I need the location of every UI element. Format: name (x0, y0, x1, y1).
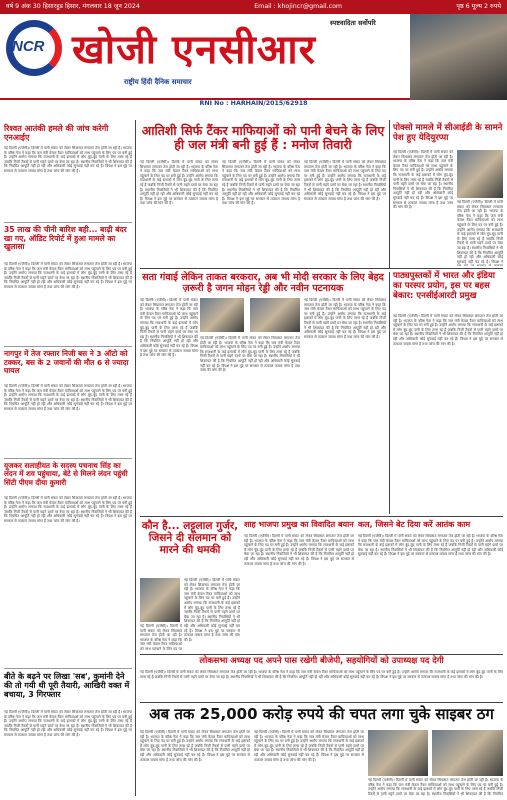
body-jagan-1: नई दिल्ली (एजेंसी)। दिल्ली में पानी संकट को लेकर सियासत लगातार तेज होती जा रही है। भाजपा के वरिष्ठ नेता ने कहा कि जल मंत्री केवल टैंकर माफियाओं को लाभ पहुंचाने के लिए पद पर बनी हुई हैं। उन्होंने आरोप लगाया कि राजधानी के कई इलाकों में लोग बूंद-बूंद पानी के लिए तरस रहे हैं जबकि निजी टैंकरों से पानी महंगे दामों पर बेचा जा रहा है। स्थानीय निवासियों ने भी शिकायत की है कि नियमित आपूर्ति नहीं हो रही और अधिकारी कोई सुनवाई नहीं कर रहे हैं। विपक्ष ने इस मुद्दे पर सरकार से तत्काल जवाब मांगा है तथा जांच की मांग की है। (140, 298, 198, 358)
headline-pocso: पोक्सो मामले में सीआईडी के सामने पेश हुए येदियुरप्पा (393, 123, 503, 143)
body-pocso-b: नई दिल्ली (एजेंसी)। दिल्ली में पानी संकट को लेकर सियासत लगातार तेज होती जा रही है। भाजपा के वरिष्ठ नेता ने कहा कि जल मंत्री केवल टैंकर माफियाओं को लाभ पहुंचाने के लिए पद पर बनी हुई हैं। उन्होंने आरोप लगाया कि राजधानी के कई इलाकों में लोग बूंद-बूंद पानी के लिए तरस रहे हैं जबकि निजी टैंकरों से पानी महंगे दामों पर बेचा जा रहा है। स्थानीय निवासियों ने भी शिकायत की है कि नियमित आपूर्ति नहीं हो रही और अधिकारी कोई सुनवाई नहीं कर रहे हैं। विपक्ष ने (457, 200, 503, 264)
body-salman-a: नई दिल्ली (एजेंसी)। दिल्ली में पानी संकट को लेकर सियासत लगातार तेज होती जा रही है। भाजपा के वरिष्ठ नेता ने कहा कि जल मंत्री केवल टैंकर माफियाओं को लाभ पहुंचाने के लिए पद पर बनी हुई हैं। उन्होंने आरोप लगाया कि राजधानी के कई इलाकों में लोग बूंद-बूंद पानी के लिए तरस रहे हैं जबकि निजी टैंकरों से पानी महंगे दामों पर बेचा जा रहा है। स्थानीय निवासियों ने भी शिकायत की है कि नियमित आपूर्ति नहीं हो रही और अधिकारी कोई सुनवाई नहीं कर रहे हैं। विपक्ष ने इस मुद्दे पर सरकार से तत्काल जवाब मांगा है तथा जांच की मांग की है। (184, 578, 240, 642)
divider (4, 346, 132, 347)
headline-jagan: सता गंवाई लेकिन ताकत बरकरार, अब भी मोदी सरकार के लिए बेहद ज़रूरी है जगन मोहन रेड्डी और नवीन पटनायक (142, 272, 384, 295)
body-jagan-2: नई दिल्ली (एजेंसी)। दिल्ली में पानी संकट को लेकर सियासत लगातार तेज होती जा रही है। भाजपा के वरिष्ठ नेता ने कहा कि जल मंत्री केवल टैंकर माफियाओं को लाभ पहुंचाने के लिए पद पर बनी हुई हैं। उन्होंने आरोप लगाया कि राजधानी के कई इलाकों में लोग बूंद-बूंद पानी के लिए तरस रहे हैं जबकि निजी टैंकरों से पानी महंगे दामों पर बेचा जा रहा है। स्थानीय निवासियों ने भी शिकायत की है कि नियमित आपूर्ति नहीं हो रही और अधिकारी कोई सुनवाई नहीं कर रहे हैं। विपक्ष ने इस मुद्दे पर सरकार से तत्काल जवाब मांगा है तथा जांच की मांग की है। (200, 336, 300, 373)
lead-body-col2: नई दिल्ली (एजेंसी)। दिल्ली में पानी संकट को लेकर सियासत लगातार तेज होती जा रही है। भाजपा के वरिष्ठ नेता ने कहा कि जल मंत्री केवल टैंकर माफियाओं को लाभ पहुंचाने के लिए पद पर बनी हुई हैं। उन्होंने आरोप लगाया कि राजधानी के कई इलाकों में लोग बूंद-बूंद पानी के लिए तरस रहे हैं जबकि निजी टैंकरों से पानी महंगे दामों पर बेचा जा रहा है। स्थानीय निवासियों ने भी शिकायत की है कि नियमित आपूर्ति नहीं हो रही और अधिकारी कोई सुनवाई नहीं कर रहे हैं। विपक्ष ने इस मुद्दे पर सरकार से तत्काल जवाब मांगा है तथा जांच की मांग की है। (222, 160, 300, 206)
pocso-photo (457, 150, 503, 198)
body-loksabha: नई दिल्ली (एजेंसी)। दिल्ली में पानी संकट को लेकर सियासत लगातार तेज होती जा रही है। भाजपा के वरिष्ठ नेता ने कहा कि जल मंत्री केवल टैंकर माफियाओं को लाभ पहुंचाने के लिए पद पर बनी हुई हैं। उन्होंने आरोप लगाया कि राजधानी के कई इलाकों में लोग बूंद-बूंद पानी के लिए तरस रहे हैं जबकि निजी टैंकरों से पानी महंगे दामों पर बेचा जा रहा है। स्थानीय निवासियों ने भी शिकायत की है कि नियमित आपूर्ति नहीं हो रही और अधिकारी कोई सुनवाई नहीं कर रहे हैं। विपक्ष ने इस मुद्दे पर सरकार से तत्काल जवाब मांगा है तथा जांच की मांग की है। (140, 670, 503, 679)
masthead-portrait-photo (410, 14, 507, 100)
newspaper-title: खोजी एनसीआर (72, 27, 317, 73)
page-info: पृष्ठ 6 मूल्य 2 रुपये (456, 3, 501, 10)
headline-cyber: अब तक 25,000 करोड़ रुपये की चपत लगा चुके साइबर ठग (149, 705, 494, 723)
headline-nagpur: नागपुर में तेज रफ्तार निजी बस ने 3 ऑटो को टक्कर, बस के 2 जवानों की मौत 6 से ज्यादा घायल (4, 349, 129, 376)
headline-nia: रिश्वत आतंकी हमले की जांच करेगी एनआईए (4, 124, 109, 143)
body-cyber-2: नई दिल्ली (एजेंसी)। दिल्ली में पानी संकट को लेकर सियासत लगातार तेज होती जा रही है। भाजपा के वरिष्ठ नेता ने कहा कि जल मंत्री केवल टैंकर माफियाओं को लाभ पहुंचाने के लिए पद पर बनी हुई हैं। उन्होंने आरोप लगाया कि राजधानी के कई इलाकों में लोग बूंद-बूंद पानी के लिए तरस रहे हैं जबकि निजी टैंकरों से पानी महंगे दामों पर बेचा जा रहा है। स्थानीय निवासियों ने भी शिकायत की है कि नियमित आपूर्ति नहीं हो रही और अधिकारी कोई सुनवाई नहीं कर रहे हैं। विपक्ष ने इस मुद्दे पर सरकार से तत्काल जवाब मांगा है तथा जांच की मांग की है। (254, 730, 364, 762)
divider (4, 668, 132, 669)
cyber-photo-1 (368, 730, 428, 776)
lead-headline: आतिशी सिर्फ टैंकर माफियाओं को पानी बेचने के लिए ही जल मंत्री बनी हुई हैं : मनोज तिवारी (141, 123, 385, 153)
headline-loksabha: लोकसभा अध्यक्ष पद अपने पास रखेगी बीजेपी, सहयोगियों को उपाध्यक्ष पद देगी (199, 655, 444, 665)
email-text[interactable]: Email : khojincr@gmail.com (254, 3, 343, 10)
headline-london: यूजकर सलाहीयत के सदस्य पचनाथ सिंह का लंदन में शव पहुंचाया, बेटे से मिलने लंदन पहुंची सिंटी पीएम दीया कुमारी (4, 461, 128, 487)
top-info-bar (0, 0, 507, 14)
column-rule (389, 272, 390, 514)
row-rule (140, 516, 503, 517)
headline-sugar: 35 लाख की चीनी बारिश बही... बाढ़ी बंदर खा गए, ऑडिट रिपोर्ट में हुआ मामले का खुलासा (4, 225, 127, 252)
lead-body-col1: नई दिल्ली (एजेंसी)। दिल्ली में पानी संकट को लेकर सियासत लगातार तेज होती जा रही है। भाजपा के वरिष्ठ नेता ने कहा कि जल मंत्री केवल टैंकर माफियाओं को लाभ पहुंचाने के लिए पद पर बनी हुई हैं। उन्होंने आरोप लगाया कि राजधानी के कई इलाकों में लोग बूंद-बूंद पानी के लिए तरस रहे हैं जबकि निजी टैंकरों से पानी महंगे दामों पर बेचा जा रहा है। स्थानीय निवासियों ने भी शिकायत की है कि नियमित आपूर्ति नहीं हो रही और अधिकारी कोई सुनवाई नहीं कर रहे हैं। विपक्ष ने इस मुद्दे पर सरकार से तत्काल जवाब मांगा है तथा जांच की मांग की है। (140, 160, 218, 206)
naveen-photo (250, 298, 300, 332)
jagan-photo (200, 298, 244, 332)
issue-info: वर्ष 9 अंक 30 हिसारहुड हिसार, मंगलवार 18 जून 2024 (6, 3, 140, 10)
body-ncert: नई दिल्ली (एजेंसी)। दिल्ली में पानी संकट को लेकर सियासत लगातार तेज होती जा रही है। भाजपा के वरिष्ठ नेता ने कहा कि जल मंत्री केवल टैंकर माफियाओं को लाभ पहुंचाने के लिए पद पर बनी हुई हैं। उन्होंने आरोप लगाया कि राजधानी के कई इलाकों में लोग बूंद-बूंद पानी के लिए तरस रहे हैं जबकि निजी टैंकरों से पानी महंगे दामों पर बेचा जा रहा है। स्थानीय निवासियों ने भी शिकायत की है कि नियमित आपूर्ति नहीं हो रही और अधिकारी कोई सुनवाई नहीं कर रहे हैं। विपक्ष ने इस मुद्दे पर सरकार से तत्काल जवाब मांगा है तथा जांच की मांग की है। (393, 314, 503, 346)
headline-rescue: बीते के बढ़ने पर लिखा 'सब', कुमांनी देने की तो गयी थी पूरी तैयारी, आखिरी वक्त में बचाया, 3 गिरफ्तार (4, 672, 130, 700)
slogan: राष्ट्रीय हिंदी दैनिक समाचार (124, 78, 192, 86)
body-rescue: नई दिल्ली (एजेंसी)। दिल्ली में पानी संकट को लेकर सियासत लगातार तेज होती जा रही है। भाजपा के वरिष्ठ नेता ने कहा कि जल मंत्री केवल टैंकर माफियाओं को लाभ पहुंचाने के लिए पद पर बनी हुई हैं। उन्होंने आरोप लगाया कि राजधानी के कई इलाकों में लोग बूंद-बूंद पानी के लिए तरस रहे हैं जबकि निजी टैंकरों से पानी महंगे दामों पर बेचा जा रहा है। स्थानीय निवासियों ने भी शिकायत की है कि नियमित आपूर्ति नहीं हो रही और अधिकारी कोई सुनवाई नहीं कर रहे हैं। विपक्ष ने इस मुद्दे पर सरकार से तत्काल जवाब मांगा है तथा जांच की मांग की है। (4, 710, 132, 737)
headline-kal: कल, जिसने बेट दिया करें आतंक काम (358, 520, 471, 529)
headline-salman: कौन है... लट्टूलाल गुर्जर, जिसने दी सलमान को मारने की धमकी (141, 520, 239, 557)
column-rule (135, 120, 136, 796)
column-rule (389, 120, 390, 268)
headline-ncert: पाठ्यपुस्तकों में भारत और इंडिया का परस्पर प्रयोग, इस पर बहस बेकार: एनसीईआरटी प्रमुख (393, 271, 495, 301)
body-london: नई दिल्ली (एजेंसी)। दिल्ली में पानी संकट को लेकर सियासत लगातार तेज होती जा रही है। भाजपा के वरिष्ठ नेता ने कहा कि जल मंत्री केवल टैंकर माफियाओं को लाभ पहुंचाने के लिए पद पर बनी हुई हैं। उन्होंने आरोप लगाया कि राजधानी के कई इलाकों में लोग बूंद-बूंद पानी के लिए तरस रहे हैं जबकि निजी टैंकरों से पानी महंगे दामों पर बेचा जा रहा है। स्थानीय निवासियों ने भी शिकायत की है कि नियमित आपूर्ति नहीं हो रही और अधिकारी कोई सुनवाई नहीं कर रहे हैं। विपक्ष ने इस मुद्दे पर सरकार से तत्काल जवाब मांगा है तथा जांच की मांग की है। (4, 496, 132, 523)
divider (4, 222, 132, 223)
body-nagpur: नई दिल्ली (एजेंसी)। दिल्ली में पानी संकट को लेकर सियासत लगातार तेज होती जा रही है। भाजपा के वरिष्ठ नेता ने कहा कि जल मंत्री केवल टैंकर माफियाओं को लाभ पहुंचाने के लिए पद पर बनी हुई हैं। उन्होंने आरोप लगाया कि राजधानी के कई इलाकों में लोग बूंद-बूंद पानी के लिए तरस रहे हैं जबकि निजी टैंकरों से पानी महंगे दामों पर बेचा जा रहा है। स्थानीय निवासियों ने भी शिकायत की है कि नियमित आपूर्ति नहीं हो रही और अधिकारी कोई सुनवाई नहीं कर रहे हैं। विपक्ष ने इस मुद्दे पर सरकार से तत्काल जवाब मांगा है तथा जांच की मांग की है। (4, 384, 132, 411)
row-rule (140, 702, 503, 703)
body-nia: नई दिल्ली (एजेंसी)। दिल्ली में पानी संकट को लेकर सियासत लगातार तेज होती जा रही है। भाजपा के वरिष्ठ नेता ने कहा कि जल मंत्री केवल टैंकर माफियाओं को लाभ पहुंचाने के लिए पद पर बनी हुई हैं। उन्होंने आरोप लगाया कि राजधानी के कई इलाकों में लोग बूंद-बूंद पानी के लिए तरस रहे हैं जबकि निजी टैंकरों से पानी महंगे दामों पर बेचा जा रहा है। स्थानीय निवासियों ने भी शिकायत की है कि नियमित आपूर्ति नहीं हो रही और अधिकारी कोई सुनवाई नहीं कर रहे हैं। विपक्ष ने इस मुद्दे पर सरकार से तत्काल जवाब मांगा है तथा जांच की मांग की है। (4, 146, 132, 173)
cyber-photo-2 (432, 730, 503, 776)
tagline: स्पष्टवादिता सर्वोपरि (330, 19, 376, 27)
body-jagan-3: नई दिल्ली (एजेंसी)। दिल्ली में पानी संकट को लेकर सियासत लगातार तेज होती जा रही है। भाजपा के वरिष्ठ नेता ने कहा कि जल मंत्री केवल टैंकर माफियाओं को लाभ पहुंचाने के लिए पद पर बनी हुई हैं। उन्होंने आरोप लगाया कि राजधानी के कई इलाकों में लोग बूंद-बूंद पानी के लिए तरस रहे हैं जबकि निजी टैंकरों से पानी महंगे दामों पर बेचा जा रहा है। स्थानीय निवासियों ने भी शिकायत की है कि नियमित आपूर्ति नहीं हो रही और अधिकारी कोई सुनवाई नहीं कर रहे हैं। विपक्ष ने इस मुद्दे पर सरकार से तत्काल जवाब मांगा है तथा जांच की मांग की है। (304, 298, 386, 339)
body-cyber-1: नई दिल्ली (एजेंसी)। दिल्ली में पानी संकट को लेकर सियासत लगातार तेज होती जा रही है। भाजपा के वरिष्ठ नेता ने कहा कि जल मंत्री केवल टैंकर माफियाओं को लाभ पहुंचाने के लिए पद पर बनी हुई हैं। उन्होंने आरोप लगाया कि राजधानी के कई इलाकों में लोग बूंद-बूंद पानी के लिए तरस रहे हैं जबकि निजी टैंकरों से पानी महंगे दामों पर बेचा जा रहा है। स्थानीय निवासियों ने भी शिकायत की है कि नियमित आपूर्ति नहीं हो रही और अधिकारी कोई सुनवाई नहीं कर रहे हैं। विपक्ष ने इस मुद्दे पर सरकार से तत्काल जवाब मांगा है तथा जांच की मांग की है। (140, 730, 250, 762)
body-shah: नई दिल्ली (एजेंसी)। दिल्ली में पानी संकट को लेकर सियासत लगातार तेज होती जा रही है। भाजपा के वरिष्ठ नेता ने कहा कि जल मंत्री केवल टैंकर माफियाओं को लाभ पहुंचाने के लिए पद पर बनी हुई हैं। उन्होंने आरोप लगाया कि राजधानी के कई इलाकों में लोग बूंद-बूंद पानी के लिए तरस रहे हैं जबकि निजी टैंकरों से पानी महंगे दामों पर बेचा जा रहा है। स्थानीय निवासियों ने भी शिकायत की है कि नियमित आपूर्ति नहीं हो रही और अधिकारी कोई सुनवाई नहीं कर रहे हैं। विपक्ष ने इस मुद्दे पर सरकार से तत्काल जवाब मांगा है तथा जांच की मांग की है। (244, 534, 354, 566)
logo-text: NCR (12, 38, 45, 55)
lead-body-col3: नई दिल्ली (एजेंसी)। दिल्ली में पानी संकट को लेकर सियासत लगातार तेज होती जा रही है। भाजपा के वरिष्ठ नेता ने कहा कि जल मंत्री केवल टैंकर माफियाओं को लाभ पहुंचाने के लिए पद पर बनी हुई हैं। उन्होंने आरोप लगाया कि राजधानी के कई इलाकों में लोग बूंद-बूंद पानी के लिए तरस रहे हैं जबकि निजी टैंकरों से पानी महंगे दामों पर बेचा जा रहा है। स्थानीय निवासियों ने भी शिकायत की है कि नियमित आपूर्ति नहीं हो रही और अधिकारी कोई सुनवाई नहीं कर रहे हैं। विपक्ष ने इस मुद्दे पर सरकार से तत्काल जवाब मांगा है तथा जांच की मांग की है। (304, 160, 386, 201)
body-sugar: नई दिल्ली (एजेंसी)। दिल्ली में पानी संकट को लेकर सियासत लगातार तेज होती जा रही है। भाजपा के वरिष्ठ नेता ने कहा कि जल मंत्री केवल टैंकर माफियाओं को लाभ पहुंचाने के लिए पद पर बनी हुई हैं। उन्होंने आरोप लगाया कि राजधानी के कई इलाकों में लोग बूंद-बूंद पानी के लिए तरस रहे हैं जबकि निजी टैंकरों से पानी महंगे दामों पर बेचा जा रहा है। स्थानीय निवासियों ने भी शिकायत की है कि नियमित आपूर्ति नहीं हो रही और अधिकारी कोई सुनवाई नहीं कर रहे हैं। विपक्ष ने इस मुद्दे पर सरकार से तत्काल जवाब मांगा है तथा जांच की मांग की है। (4, 262, 132, 289)
headline-shah: शाह भाजपा प्रमुख का विवादित बयान (244, 520, 354, 529)
body-cyber-3: नई दिल्ली (एजेंसी)। दिल्ली में पानी संकट को लेकर सियासत लगातार तेज होती जा रही है। भाजपा के वरिष्ठ नेता ने कहा कि जल मंत्री केवल टैंकर माफियाओं को लाभ पहुंचाने के लिए पद पर बनी हुई हैं। उन्होंने आरोप लगाया कि राजधानी के कई इलाकों में लोग बूंद-बूंद पानी के लिए तरस रहे हैं जबकि निजी टैंकरों से पानी महंगे दामों पर बेचा जा रहा है। स्थानीय निवासियों ने भी शिकायत की है कि नियमित (368, 778, 503, 796)
body-pocso-a: नई दिल्ली (एजेंसी)। दिल्ली में पानी संकट को लेकर सियासत लगातार तेज होती जा रही है। भाजपा के वरिष्ठ नेता ने कहा कि जल मंत्री केवल टैंकर माफियाओं को लाभ पहुंचाने के लिए पद पर बनी हुई हैं। उन्होंने आरोप लगाया कि राजधानी के कई इलाकों में लोग बूंद-बूंद पानी के लिए तरस रहे हैं जबकि निजी टैंकरों से पानी महंगे दामों पर बेचा जा रहा है। स्थानीय निवासियों ने भी शिकायत की है कि नियमित आपूर्ति नहीं हो रही और अधिकारी कोई सुनवाई नहीं कर रहे हैं। विपक्ष ने इस मुद्दे पर सरकार से तत्काल जवाब मांगा है तथा जांच की मांग की है। (393, 150, 453, 210)
body-kal: नई दिल्ली (एजेंसी)। दिल्ली में पानी संकट को लेकर सियासत लगातार तेज होती जा रही है। भाजपा के वरिष्ठ नेता ने कहा कि जल मंत्री केवल टैंकर माफियाओं को लाभ पहुंचाने के लिए पद पर बनी हुई हैं। उन्होंने आरोप लगाया कि राजधानी के कई इलाकों में लोग बूंद-बूंद पानी के लिए तरस रहे हैं जबकि निजी टैंकरों से पानी महंगे दामों पर बेचा जा रहा है। स्थानीय निवासियों ने भी शिकायत की है कि नियमित आपूर्ति नहीं हो रही और अधिकारी कोई सुनवाई नहीं कर रहे हैं। विपक्ष ने इस मुद्दे पर सरकार से तत्काल जवाब मांगा है तथा जांच की मांग की है। (358, 534, 503, 557)
divider (4, 458, 132, 459)
rni-number: RNI No : HARHAIN/2015/62918 (199, 100, 308, 107)
row-rule (140, 268, 503, 269)
body-salman-b: नई दिल्ली (एजेंसी)। दिल्ली में पानी संकट को लेकर सियासत लगातार तेज होती जा रही है। भाजपा के वरिष्ठ नेता ने कहा कि जल मंत्री केवल टैंकर माफियाओं को लाभ पहुंचाने के लिए पद पर (140, 624, 182, 650)
salman-photo (140, 578, 180, 622)
